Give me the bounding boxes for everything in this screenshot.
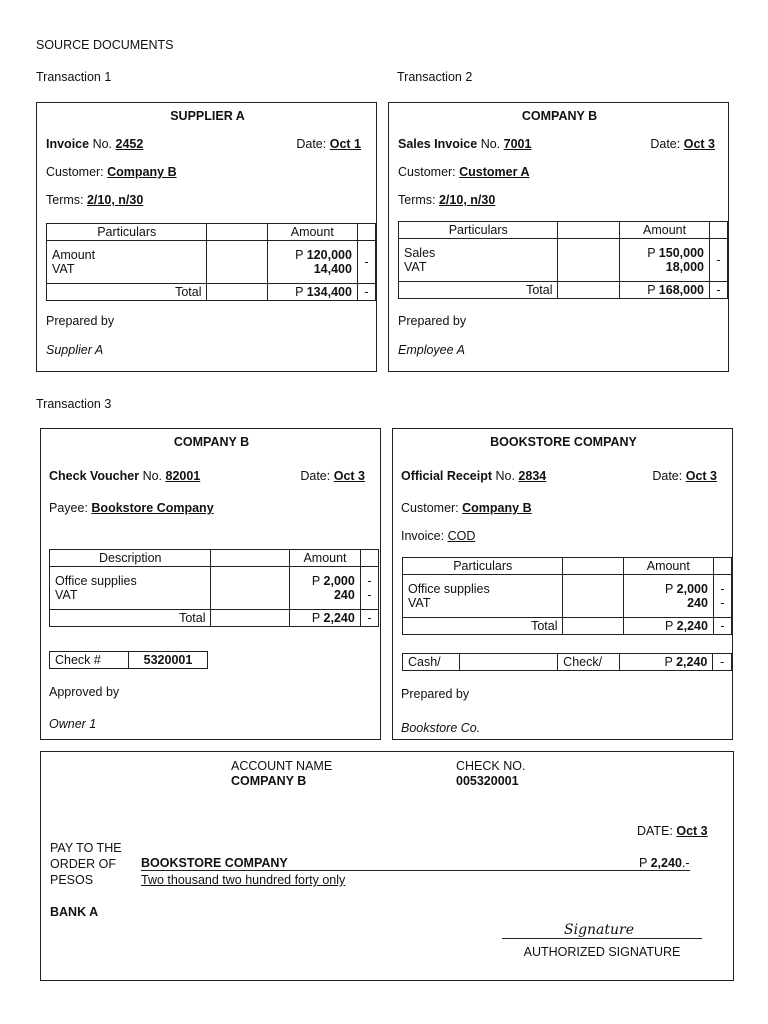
prepared-by-label: Prepared by — [401, 687, 470, 701]
col-amount: Amount — [620, 222, 710, 239]
total-label: Total — [403, 618, 563, 635]
col-amount: Amount — [290, 550, 361, 567]
sales-invoice-company-b — [388, 102, 729, 372]
prepared-by-name: Employee A — [398, 343, 465, 357]
transaction-3-label: Transaction 3 — [36, 397, 112, 411]
row-labels: Office supplies VAT — [50, 567, 211, 610]
row-amounts: P 2,000 240 — [623, 575, 713, 618]
particulars-table — [398, 221, 728, 299]
prepared-by-name: Bookstore Co. — [401, 721, 481, 735]
check-label: Check # — [50, 652, 129, 669]
particulars-table — [46, 223, 376, 301]
total-amount: P 2,240 — [623, 618, 713, 635]
row-dash: - — [709, 239, 727, 282]
total-label: Total — [50, 610, 211, 627]
official-receipt — [392, 428, 733, 740]
prepared-by-name: Supplier A — [46, 343, 104, 357]
bank-name: BANK A — [50, 905, 99, 919]
approved-by-name: Owner 1 — [49, 717, 97, 731]
customer-line: Customer: Company B — [401, 501, 532, 515]
col-particulars: Particulars — [47, 224, 207, 241]
description-table — [49, 549, 379, 627]
row-labels: Sales VAT — [399, 239, 558, 282]
check-number-box — [49, 651, 208, 669]
terms-line: Terms: 2/10, n/30 — [398, 193, 496, 207]
check-voucher — [40, 428, 381, 740]
check-number: 5320001 — [129, 652, 208, 669]
total-amount: P 168,000 — [620, 282, 710, 299]
check-number-block: CHECK NO. 005320001 — [456, 759, 526, 788]
customer-line: Customer: Customer A — [398, 165, 530, 179]
signature-image: Signature — [564, 922, 635, 938]
row-amounts: P 120,000 14,400 — [267, 241, 357, 284]
company-name: BOOKSTORE COMPANY — [490, 435, 637, 449]
terms-line: Terms: 2/10, n/30 — [46, 193, 144, 207]
total-dash: - — [357, 284, 375, 301]
row-labels: Amount VAT — [47, 241, 207, 284]
bank-check — [40, 751, 734, 981]
page-title: SOURCE DOCUMENTS — [36, 38, 174, 52]
total-amount: P 2,240 — [290, 610, 361, 627]
payment-amount: P 2,240 — [620, 654, 713, 671]
col-particulars: Particulars — [403, 558, 563, 575]
total-amount: P 134,400 — [267, 284, 357, 301]
payee-line — [141, 870, 641, 871]
particulars-table — [402, 557, 732, 635]
invoice-number: Invoice No. 2452 — [46, 137, 144, 151]
row-labels: Office supplies VAT — [403, 575, 563, 618]
total-dash: - — [360, 610, 378, 627]
prepared-by-label: Prepared by — [46, 314, 115, 328]
approved-by-label: Approved by — [49, 685, 120, 699]
prepared-by-label: Prepared by — [398, 314, 467, 328]
payment-dash: - — [713, 654, 732, 671]
payee-line: Payee: Bookstore Company — [49, 501, 214, 515]
receipt-date: Date: Oct 3 — [652, 469, 717, 483]
invoice-date: Date: Oct 1 — [296, 137, 361, 151]
transaction-1-label: Transaction 1 — [36, 70, 112, 84]
customer-line: Customer: Company B — [46, 165, 177, 179]
col-amount: Amount — [623, 558, 713, 575]
payment-method-row — [402, 653, 732, 671]
voucher-number: Check Voucher No. 82001 — [49, 469, 201, 483]
voucher-date: Date: Oct 3 — [300, 469, 365, 483]
total-dash: - — [713, 618, 731, 635]
invoice-date: Date: Oct 3 — [650, 137, 715, 151]
company-name: COMPANY B — [173, 435, 250, 449]
pay-to-label: PAY TO THE ORDER OF PESOS — [50, 841, 122, 887]
row-dash: - - — [713, 575, 731, 618]
amount-in-words: Two thousand two hundred forty only — [141, 873, 346, 887]
col-description: Description — [50, 550, 211, 567]
cash-label: Cash/ — [403, 654, 460, 671]
check-label: Check/ — [558, 654, 620, 671]
account-name-block: ACCOUNT NAME COMPANY B — [231, 759, 333, 788]
row-dash: - — [357, 241, 375, 284]
row-amounts: P 150,000 18,000 — [620, 239, 710, 282]
row-dash: - - — [360, 567, 378, 610]
transaction-2-label: Transaction 2 — [397, 70, 473, 84]
total-dash: - — [709, 282, 727, 299]
authorized-signature-label: AUTHORIZED SIGNATURE — [523, 945, 681, 959]
company-name: COMPANY B — [521, 109, 598, 123]
col-particulars: Particulars — [399, 222, 558, 239]
signature-line — [502, 938, 702, 939]
check-date: DATE: Oct 3 — [637, 824, 708, 838]
payee-name: BOOKSTORE COMPANY — [141, 856, 288, 870]
invoice-number: Sales Invoice No. 7001 — [398, 137, 532, 151]
invoice-supplier-a — [36, 102, 377, 372]
check-amount: P 2,240.- — [639, 856, 690, 870]
row-amounts: P 2,000 240 — [290, 567, 361, 610]
receipt-number: Official Receipt No. 2834 — [401, 469, 547, 483]
total-label: Total — [47, 284, 207, 301]
invoice-line: Invoice: COD — [401, 529, 476, 543]
total-label: Total — [399, 282, 558, 299]
company-name: SUPPLIER A — [170, 109, 245, 123]
col-amount: Amount — [267, 224, 357, 241]
